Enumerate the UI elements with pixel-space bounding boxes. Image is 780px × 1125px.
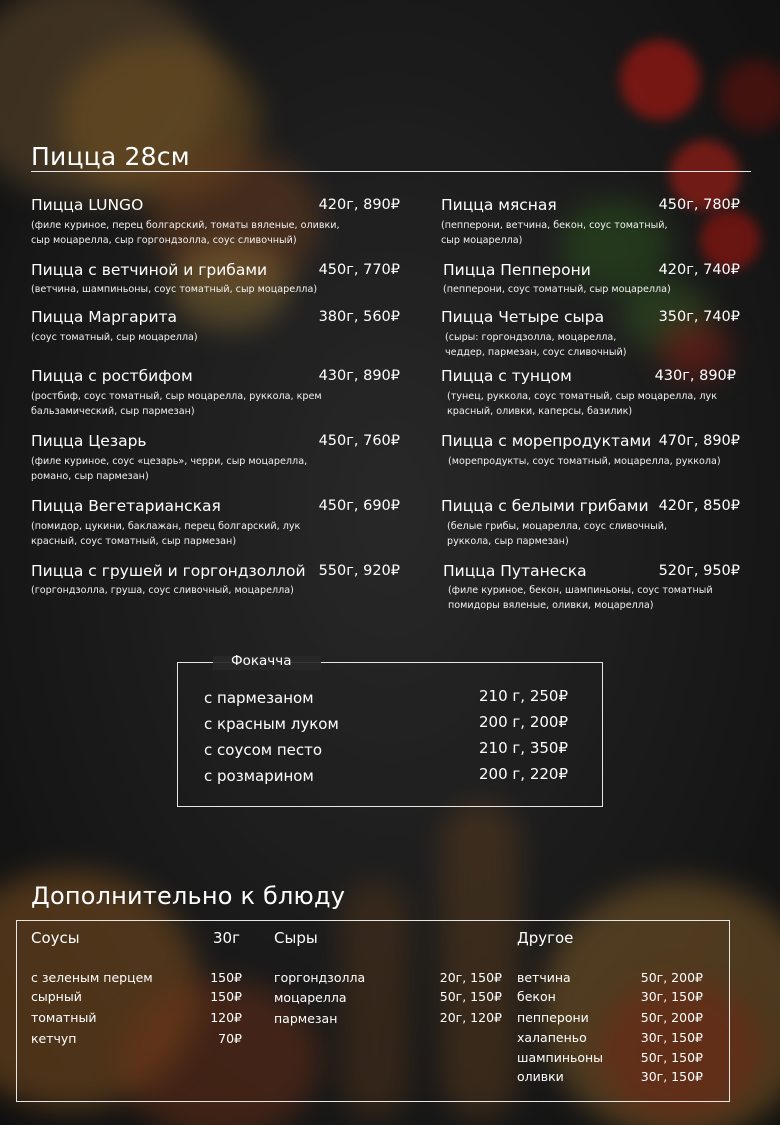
sauce-price: 150₽	[210, 970, 242, 985]
pizza-name: Пицца Пепперони	[443, 261, 591, 279]
pizza-name: Пицца с тунцом	[441, 367, 572, 385]
pizza-price: 350г, 740₽	[658, 309, 740, 325]
cheese-price: 50г, 150₽	[439, 989, 502, 1004]
focaccia-item-price: 210 г, 350₽	[479, 739, 568, 757]
pizza-desc: (белые грибы, моцарелла, соус сливочный, руккола, сыр пармезан)	[447, 521, 668, 547]
other-price: 50г, 200₽	[640, 1010, 703, 1025]
pizza-price: 420г, 740₽	[658, 262, 740, 278]
pizza-desc: (сыры: горгондзолла, моцарелла, чеддер, пармезан, соус сливочный)	[445, 332, 627, 358]
pizza-price: 420г, 890₽	[318, 197, 400, 213]
pizza-price: 420г, 850₽	[658, 498, 740, 514]
pizza-price: 380г, 560₽	[318, 309, 400, 325]
pizza-section-title: Пицца 28см	[31, 142, 190, 171]
title-underline	[31, 171, 751, 172]
other-price: 30г, 150₽	[640, 1030, 703, 1045]
sauces-weight: 30г	[213, 929, 240, 947]
pizza-price: 450г, 770₽	[318, 262, 400, 278]
other-title: Другое	[517, 929, 574, 947]
other-name: ветчина	[517, 970, 571, 985]
pizza-desc: (пепперони, соус томатный, сыр моцарелла)	[443, 284, 671, 295]
other-name: бекон	[517, 989, 556, 1004]
cheese-name: пармезан	[274, 1011, 338, 1026]
pizza-desc: (филе куриное, бекон, шампиньоны, соус томатный помидоры вяленые, оливки, моцарелла)	[448, 585, 713, 611]
cheese-name: моцарелла	[274, 990, 347, 1005]
pizza-price: 450г, 690₽	[318, 498, 400, 514]
extras-section-title: Дополнительно к блюду	[31, 882, 346, 910]
cheeses-title: Сыры	[274, 929, 318, 947]
sauce-price: 70₽	[218, 1031, 242, 1046]
pizza-name: Пицца LUNGO	[31, 196, 144, 214]
pizza-name: Пицца с грушей и горгондзоллой	[31, 562, 306, 580]
other-price: 50г, 200₽	[640, 970, 703, 985]
pizza-desc: (тунец, руккола, соус томатный, сыр моцарелла, лук красный, оливки, каперсы, базилик)	[447, 391, 717, 417]
sauce-price: 150₽	[210, 989, 242, 1004]
pizza-desc: (ростбиф, соус томатный, сыр моцарелла, руккола, крем бальзамический, сыр пармезан)	[31, 391, 322, 417]
sauce-price: 120₽	[210, 1010, 242, 1025]
cheese-name: горгондзолла	[274, 970, 366, 985]
sauces-title: Соусы	[31, 929, 80, 947]
pizza-price: 550г, 920₽	[318, 563, 400, 579]
pizza-desc: (пепперони, ветчина, бекон, соус томатный, сыр моцарелла)	[441, 220, 668, 246]
pizza-name: Пицца Цезарь	[31, 432, 147, 450]
pizza-price: 470г, 890₽	[658, 433, 740, 449]
pizza-price: 430г, 890₽	[654, 368, 736, 384]
pizza-desc: (ветчина, шампиньоны, соус томатный, сыр моцарелла)	[31, 284, 318, 295]
focaccia-item-name: с розмарином	[204, 767, 314, 785]
pizza-desc: (соус томатный, сыр моцарелла)	[31, 332, 198, 343]
focaccia-box	[177, 662, 603, 807]
other-name: пепперони	[517, 1010, 589, 1025]
pizza-name: Пицца Маргарита	[31, 308, 178, 326]
pizza-desc: (морепродукты, соус томатный, моцарелла, руккола)	[448, 456, 721, 467]
pizza-name: Пицца с белыми грибами	[441, 497, 649, 515]
pizza-name: Пицца Вегетарианская	[31, 497, 221, 515]
focaccia-item-name: с красным луком	[204, 715, 339, 733]
other-name: халапеньо	[517, 1030, 587, 1045]
other-price: 30г, 150₽	[640, 1069, 703, 1084]
pizza-desc: (филе куриное, перец болгарский, томаты вяленые, оливки, сыр моцарелла, сыр горгондзолла, соус сливочный)	[31, 220, 340, 246]
other-price: 50г, 150₽	[640, 1050, 703, 1065]
sauce-name: кетчуп	[31, 1031, 77, 1046]
other-name: шампиньоны	[517, 1050, 604, 1065]
other-name: оливки	[517, 1069, 564, 1084]
cheese-price: 20г, 120₽	[439, 1010, 502, 1025]
focaccia-title: Фокачча	[231, 653, 292, 669]
other-price: 30г, 150₽	[640, 989, 703, 1004]
cheese-price: 20г, 150₽	[439, 970, 502, 985]
pizza-name: Пицца с морепродуктами	[441, 432, 652, 450]
focaccia-item-price: 200 г, 220₽	[479, 765, 568, 783]
pizza-price: 450г, 760₽	[318, 433, 400, 449]
focaccia-item-name: с соусом песто	[204, 741, 323, 759]
pizza-price: 450г, 780₽	[658, 197, 740, 213]
sauce-name: с зеленым перцем	[31, 970, 153, 985]
pizza-desc: (помидор, цукини, баклажан, перец болгарский, лук красный, соус томатный, сыр пармезан)	[31, 521, 301, 547]
pizza-price: 430г, 890₽	[318, 368, 400, 384]
sauce-name: сырный	[31, 989, 82, 1004]
focaccia-item-price: 200 г, 200₽	[479, 713, 568, 731]
pizza-desc: (филе куриное, соус «цезарь», черри, сыр моцарелла, романо, сыр пармезан)	[31, 456, 308, 482]
pizza-name: Пицца Путанеска	[443, 562, 587, 580]
pizza-name: Пицца с ветчиной и грибами	[31, 261, 268, 279]
pizza-price: 520г, 950₽	[658, 563, 740, 579]
pizza-name: Пицца Четыре сыра	[441, 308, 605, 326]
focaccia-item-name: с пармезаном	[204, 689, 314, 707]
focaccia-item-price: 210 г, 250₽	[479, 687, 568, 705]
pizza-name: Пицца мясная	[441, 196, 557, 214]
pizza-desc: (горгондзолла, груша, соус сливочный, моцарелла)	[31, 585, 294, 596]
pizza-name: Пицца с ростбифом	[31, 367, 193, 385]
sauce-name: томатный	[31, 1010, 97, 1025]
